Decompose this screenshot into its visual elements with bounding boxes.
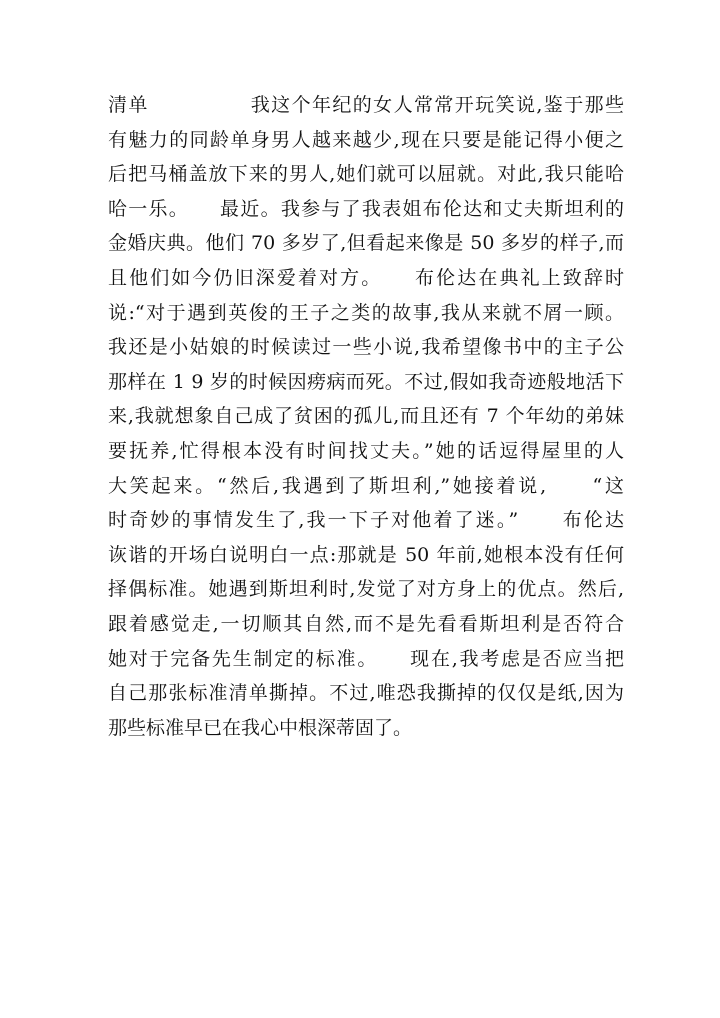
- text-line: 那样在 1 9 岁的时候因痨病而死。不过,假如我奇迹般地活下: [108, 370, 624, 393]
- text-line: 金婚庆典。他们 70 多岁了,但看起来像是 50 多岁的样子,而: [108, 232, 624, 255]
- text-line: 那些标准早已在我心中根深蒂固了。: [108, 716, 413, 739]
- text-line: 择偶标准。她遇到斯坦利时,发觉了对方身上的优点。然后,: [108, 578, 624, 601]
- text-line: 大笑起来。“然后,我遇到了斯坦利,”她接着说, “这: [108, 474, 624, 497]
- text-line: 要抚养,忙得根本没有时间找丈夫。”她的话逗得屋里的人: [108, 439, 624, 462]
- text-line: 自己那张标准清单撕掉。不过,唯恐我撕掉的仅仅是纸,因为: [108, 682, 624, 705]
- text-line: 哈一乐。 最近。我参与了我表姐布伦达和丈夫斯坦利的: [108, 197, 624, 220]
- text-line: 后把马桶盖放下来的男人,她们就可以屈就。对此,我只能哈: [108, 163, 624, 186]
- text-line: 跟着感觉走,一切顺其自然,而不是先看看斯坦利是否符合: [108, 612, 624, 635]
- text-line: 说:“对于遇到英俊的王子之类的故事,我从来就不屑一顾。: [108, 301, 624, 324]
- text-line: 来,我就想象自己成了贫困的孤儿,而且还有 7 个年幼的弟妹: [108, 405, 624, 428]
- text-line: 我还是小姑娘的时候读过一些小说,我希望像书中的主子公: [108, 336, 624, 359]
- text-line: 且他们如今仍旧深爱着对方。 布伦达在典礼上致辞时: [108, 266, 624, 289]
- text-line: 时奇妙的事情发生了,我一下子对他着了迷。” 布伦达: [108, 509, 624, 532]
- text-line: 清单 我这个年纪的女人常常开玩笑说,鉴于那些: [108, 94, 624, 116]
- text-line: 诙谐的开场白说明白一点:那就是 50 年前,她根本没有任何: [108, 543, 624, 566]
- document-body: [108, 88, 624, 745]
- text-line: 她对于完备先生制定的标准。 现在,我考虑是否应当把: [108, 647, 624, 670]
- text-line: 有魅力的同龄单身男人越来越少,现在只要是能记得小便之: [108, 128, 624, 151]
